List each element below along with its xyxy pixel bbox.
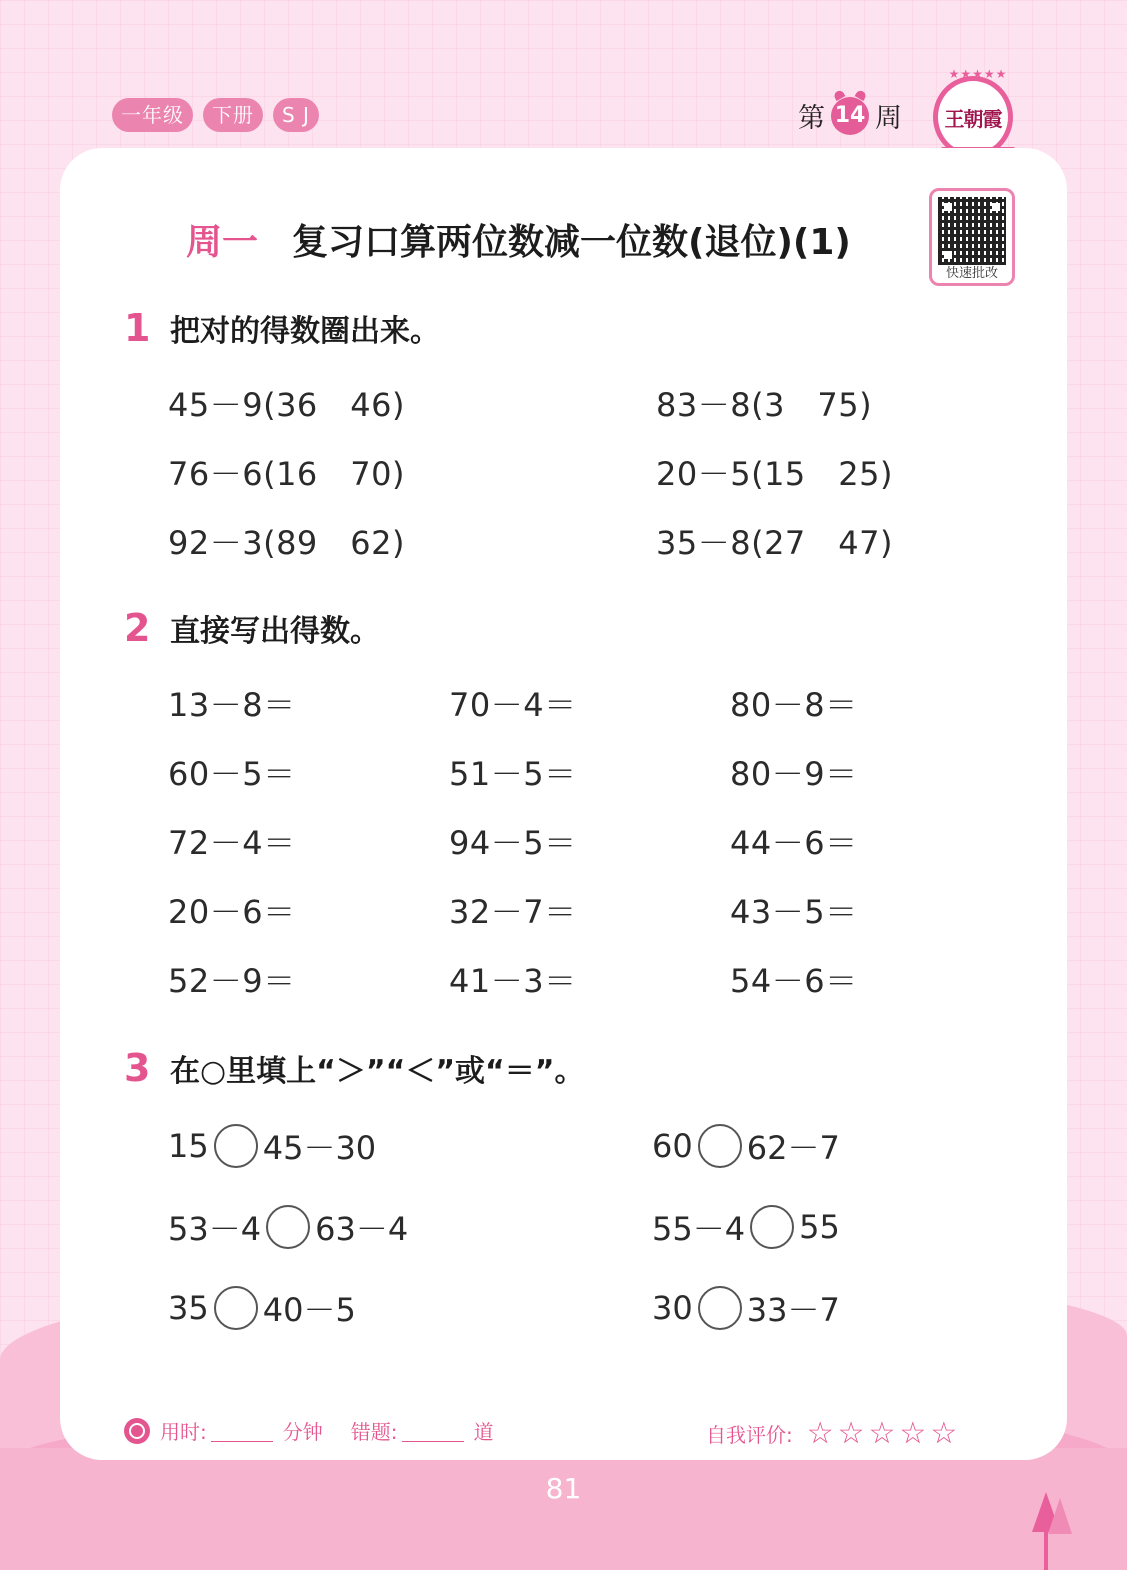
compare-item — [168, 1123, 376, 1169]
mental-math-item[interactable]: 94－5＝ — [449, 824, 577, 862]
qr-code-icon — [938, 197, 1006, 265]
week-number-badge: 14 — [831, 97, 869, 135]
circle-answer-item[interactable]: 83－8(3 75) — [656, 386, 873, 424]
qr-code[interactable] — [929, 188, 1015, 286]
publisher-logo — [933, 67, 1013, 158]
section-3-header — [124, 1046, 584, 1090]
section-2-header — [124, 606, 380, 650]
compare-right: 45－30 — [262, 1129, 377, 1167]
title-day: 周一 — [186, 222, 259, 263]
section-1-header — [124, 306, 440, 350]
stopwatch-icon — [124, 1418, 150, 1444]
tree-decoration-icon — [1028, 1492, 1078, 1570]
title-text: 复习口算两位数减一位数(退位)(1) — [292, 222, 851, 263]
compare-item — [168, 1204, 408, 1250]
circle-answer-item[interactable]: 20－5(15 25) — [656, 455, 893, 493]
week-indicator — [798, 96, 902, 135]
mental-math-item[interactable]: 54－6＝ — [730, 962, 858, 1000]
mental-math-item[interactable]: 80－8＝ — [730, 686, 858, 724]
self-eval-label: 自我评价: — [706, 1423, 793, 1447]
section-number: 1 — [124, 306, 151, 350]
mental-math-item[interactable]: 60－5＝ — [168, 755, 296, 793]
page-title — [186, 214, 851, 265]
mental-math-item[interactable]: 20－6＝ — [168, 893, 296, 931]
page-number: 81 — [545, 1472, 582, 1505]
rating-stars-icon[interactable]: ☆☆☆☆☆ — [806, 1416, 962, 1451]
grade-pills — [112, 98, 319, 132]
mental-math-item[interactable]: 32－7＝ — [449, 893, 577, 931]
compare-left: 60 — [652, 1127, 693, 1165]
footer-self-eval — [706, 1416, 961, 1451]
compare-right: 40－5 — [262, 1291, 356, 1329]
compare-circle[interactable] — [214, 1286, 258, 1330]
compare-right: 55 — [799, 1208, 840, 1246]
section-number: 2 — [124, 606, 151, 650]
qr-label: 快速批改 — [945, 266, 998, 281]
compare-circle[interactable] — [698, 1124, 742, 1168]
logo-text: 王朝霞 — [944, 106, 1002, 131]
mental-math-item[interactable]: 43－5＝ — [730, 893, 858, 931]
compare-item — [652, 1204, 840, 1250]
compare-left: 53－4 — [168, 1210, 262, 1248]
section-title: 直接写出得数。 — [170, 614, 380, 649]
volume-pill: 下册 — [203, 98, 263, 132]
compare-left: 35 — [168, 1289, 209, 1327]
background-wave-front — [0, 1448, 1127, 1570]
circle-answer-item[interactable]: 76－6(16 70) — [168, 455, 405, 493]
section-title: 把对的得数圈出来。 — [170, 314, 440, 349]
time-unit: 分钟 — [282, 1420, 323, 1444]
compare-left: 55－4 — [652, 1210, 746, 1248]
time-blank[interactable] — [211, 1420, 273, 1442]
week-suffix: 周 — [875, 103, 902, 134]
compare-left: 15 — [168, 1127, 209, 1165]
section-number: 3 — [124, 1046, 151, 1090]
logo-stars-icon: ★★★★★ — [948, 67, 1008, 81]
mental-math-item[interactable]: 52－9＝ — [168, 962, 296, 1000]
edition-pill: S J — [273, 98, 319, 132]
mental-math-item[interactable]: 51－5＝ — [449, 755, 577, 793]
compare-item — [168, 1285, 356, 1331]
compare-circle[interactable] — [214, 1124, 258, 1168]
circle-answer-item[interactable]: 45－9(36 46) — [168, 386, 405, 424]
compare-circle[interactable] — [266, 1205, 310, 1249]
time-label: 用时: — [160, 1420, 207, 1444]
compare-right: 33－7 — [746, 1291, 840, 1329]
week-prefix: 第 — [798, 103, 825, 134]
errors-blank[interactable] — [402, 1420, 464, 1442]
grade-pill: 一年级 — [112, 98, 193, 132]
mental-math-item[interactable]: 13－8＝ — [168, 686, 296, 724]
errors-unit: 道 — [473, 1420, 494, 1444]
compare-left: 30 — [652, 1289, 693, 1327]
circle-answer-item[interactable]: 92－3(89 62) — [168, 524, 405, 562]
mental-math-item[interactable]: 70－4＝ — [449, 686, 577, 724]
circle-answer-item[interactable]: 35－8(27 47) — [656, 524, 893, 562]
mental-math-item[interactable]: 72－4＝ — [168, 824, 296, 862]
mental-math-item[interactable]: 80－9＝ — [730, 755, 858, 793]
compare-item — [652, 1285, 840, 1331]
section-title: 在○里填上“＞”“＜”或“＝”。 — [170, 1054, 585, 1089]
compare-circle[interactable] — [750, 1205, 794, 1249]
compare-item — [652, 1123, 840, 1169]
footer-time-errors — [124, 1416, 494, 1445]
mental-math-item[interactable]: 41－3＝ — [449, 962, 577, 1000]
compare-circle[interactable] — [698, 1286, 742, 1330]
mental-math-item[interactable]: 44－6＝ — [730, 824, 858, 862]
errors-label: 错题: — [350, 1420, 398, 1444]
compare-right: 63－4 — [315, 1210, 409, 1248]
compare-right: 62－7 — [746, 1129, 840, 1167]
